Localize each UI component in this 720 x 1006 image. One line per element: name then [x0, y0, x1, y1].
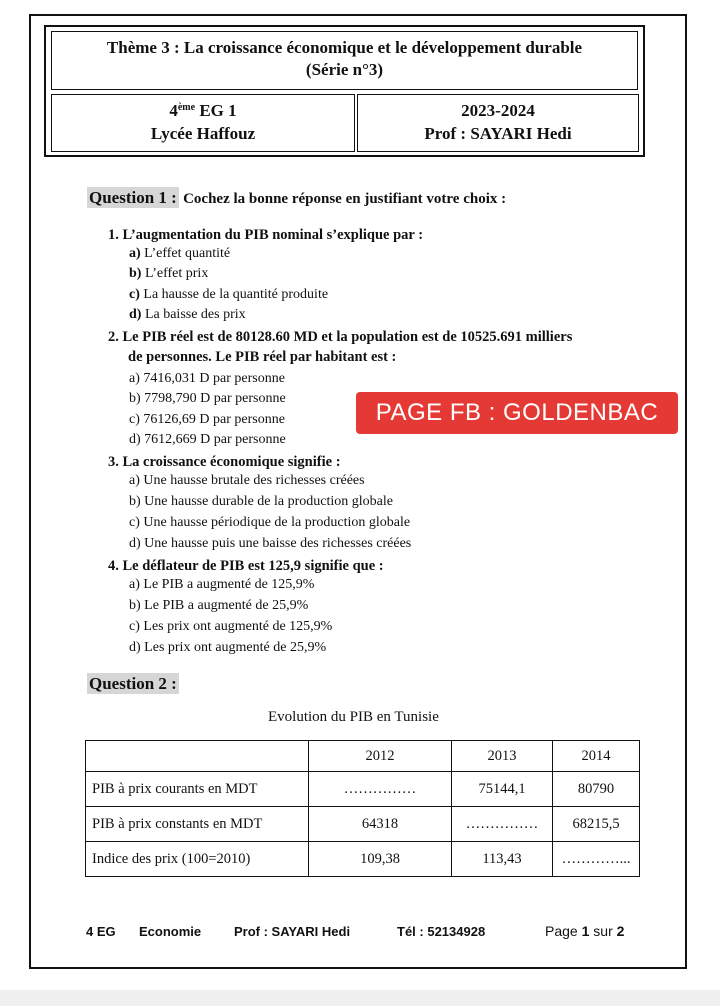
pib-table — [85, 740, 640, 877]
footer-phone: Tél : 52134928 — [397, 924, 486, 939]
table-cell: 64318 — [309, 807, 452, 842]
question2-label: Question 2 : — [89, 674, 177, 693]
option-text: L’effet prix — [144, 266, 209, 281]
table-cell: 80790 — [553, 772, 640, 807]
class-info — [51, 94, 355, 152]
school-year: 2023-2024 — [461, 101, 535, 120]
option-1a[interactable] — [129, 245, 230, 263]
option-1d[interactable] — [129, 306, 246, 324]
option-2c[interactable] — [129, 411, 285, 429]
year-header: 2013 — [452, 741, 553, 772]
question1-instruction: Cochez la bonne réponse en justifiant votre choix : — [183, 191, 507, 207]
table-title: Evolution du PIB en Tunisie — [268, 709, 439, 725]
row-label: PIB à prix courants en MDT — [86, 772, 309, 807]
row-label: PIB à prix constants en MDT — [86, 807, 309, 842]
item-number: 1. — [108, 227, 119, 243]
table-header-row — [86, 741, 640, 772]
table-cell-blank[interactable]: …………… — [452, 807, 553, 842]
table-row — [86, 807, 640, 842]
page-prefix: Page — [545, 923, 578, 939]
option-3b[interactable] — [129, 493, 393, 511]
question1-item-1 — [108, 225, 668, 245]
header-box — [44, 25, 645, 157]
option-letter: b) — [129, 598, 141, 613]
option-text: La hausse de la quantité produite — [143, 287, 329, 302]
item-number: 4. — [108, 558, 119, 574]
option-text: Une hausse brutale des richesses créées — [143, 473, 365, 488]
option-letter: d) — [129, 536, 141, 551]
option-text: Une hausse durable de la production globale — [144, 494, 393, 509]
option-text: Le PIB a augmenté de 125,9% — [143, 577, 315, 592]
item-number: 3. — [108, 454, 119, 470]
item-text-line2: de personnes. Le PIB réel par habitant est : — [128, 349, 397, 365]
table-cell-blank[interactable]: …………… — [309, 772, 452, 807]
question1-label: Question 1 : — [89, 188, 177, 207]
option-letter: b) — [129, 494, 141, 509]
year-info — [357, 94, 639, 152]
theme-title-line1: Thème 3 : La croissance économique et le développement durable — [106, 38, 583, 57]
option-3a[interactable] — [129, 472, 365, 490]
option-letter: d) — [129, 307, 142, 322]
option-text: 7416,031 D par personne — [143, 371, 285, 386]
option-4a[interactable] — [129, 576, 314, 594]
footer-teacher: Prof : SAYARI Hedi — [234, 924, 351, 939]
item-number: 2. — [108, 329, 119, 345]
option-letter: c) — [129, 619, 140, 634]
option-letter: d) — [129, 432, 141, 447]
option-letter: c) — [129, 515, 140, 530]
class-level-sup: ème — [177, 102, 196, 113]
class-level — [52, 99, 354, 122]
option-letter: a) — [129, 246, 141, 261]
question2-heading — [87, 674, 179, 694]
option-letter: c) — [129, 412, 140, 427]
option-letter: d) — [129, 640, 141, 655]
option-3c[interactable] — [129, 514, 410, 532]
option-text: Les prix ont augmenté de 25,9% — [144, 640, 327, 655]
page-total: 2 — [616, 923, 625, 939]
option-4d[interactable] — [129, 639, 326, 657]
option-letter: b) — [129, 266, 142, 281]
option-text: Une hausse périodique de la production globale — [143, 515, 411, 530]
option-2d[interactable] — [129, 431, 286, 449]
option-text: 7612,669 D par personne — [144, 432, 286, 447]
option-2a[interactable] — [129, 370, 285, 388]
option-text: Une hausse puis une baisse des richesses créées — [144, 536, 412, 551]
bottom-strip — [0, 990, 720, 1006]
item-text: L’augmentation du PIB nominal s’explique par : — [122, 227, 424, 243]
year-header: 2012 — [309, 741, 452, 772]
option-letter: c) — [129, 287, 140, 302]
table-corner-cell — [86, 741, 309, 772]
question1-item-3 — [108, 452, 668, 472]
question1-heading — [87, 188, 506, 208]
option-text: Le PIB a augmenté de 25,9% — [144, 598, 309, 613]
teacher-name: Prof : SAYARI Hedi — [424, 124, 572, 143]
option-letter: b) — [129, 391, 141, 406]
table-row — [86, 772, 640, 807]
page-mid: sur — [593, 923, 613, 939]
option-text: Les prix ont augmenté de 125,9% — [143, 619, 333, 634]
footer-subject: Economie — [139, 924, 202, 939]
option-text: L’effet quantité — [144, 246, 231, 261]
option-1b[interactable] — [129, 265, 208, 283]
option-2b[interactable] — [129, 390, 286, 408]
option-letter: a) — [129, 577, 140, 592]
page-current: 1 — [581, 923, 590, 939]
facebook-page-banner: PAGE FB : GOLDENBAC — [356, 392, 678, 434]
option-letter: a) — [129, 371, 140, 386]
theme-title — [51, 31, 638, 90]
school-name: Lycée Haffouz — [150, 124, 256, 143]
row-label: Indice des prix (100=2010) — [86, 842, 309, 877]
table-row — [86, 842, 640, 877]
item-text: Le déflateur de PIB est 125,9 signifie que : — [122, 558, 384, 574]
option-letter: a) — [129, 473, 140, 488]
footer-page-number — [545, 923, 624, 939]
option-4c[interactable] — [129, 618, 332, 636]
option-3d[interactable] — [129, 535, 411, 553]
year-header: 2014 — [553, 741, 640, 772]
option-1c[interactable] — [129, 286, 328, 304]
question1-item-2 — [108, 327, 668, 367]
table-cell: 68215,5 — [553, 807, 640, 842]
table-cell: 109,38 — [309, 842, 452, 877]
footer-level: 4 EG — [86, 924, 116, 939]
option-4b[interactable] — [129, 597, 308, 615]
option-text: 76126,69 D par personne — [143, 412, 285, 427]
table-cell-blank[interactable]: …………... — [553, 842, 640, 877]
class-section: EG 1 — [199, 101, 237, 120]
theme-title-line2: (Série n°3) — [305, 60, 384, 79]
question1-item-4 — [108, 556, 668, 576]
table-cell: 113,43 — [452, 842, 553, 877]
option-text: 7798,790 D par personne — [144, 391, 286, 406]
class-level-number: 4 — [169, 101, 178, 120]
item-text: La croissance économique signifie : — [122, 454, 341, 470]
table-cell: 75144,1 — [452, 772, 553, 807]
option-text: La baisse des prix — [144, 307, 246, 322]
item-text-line1: Le PIB réel est de 80128.60 MD et la population est de 10525.691 milliers — [122, 329, 573, 345]
